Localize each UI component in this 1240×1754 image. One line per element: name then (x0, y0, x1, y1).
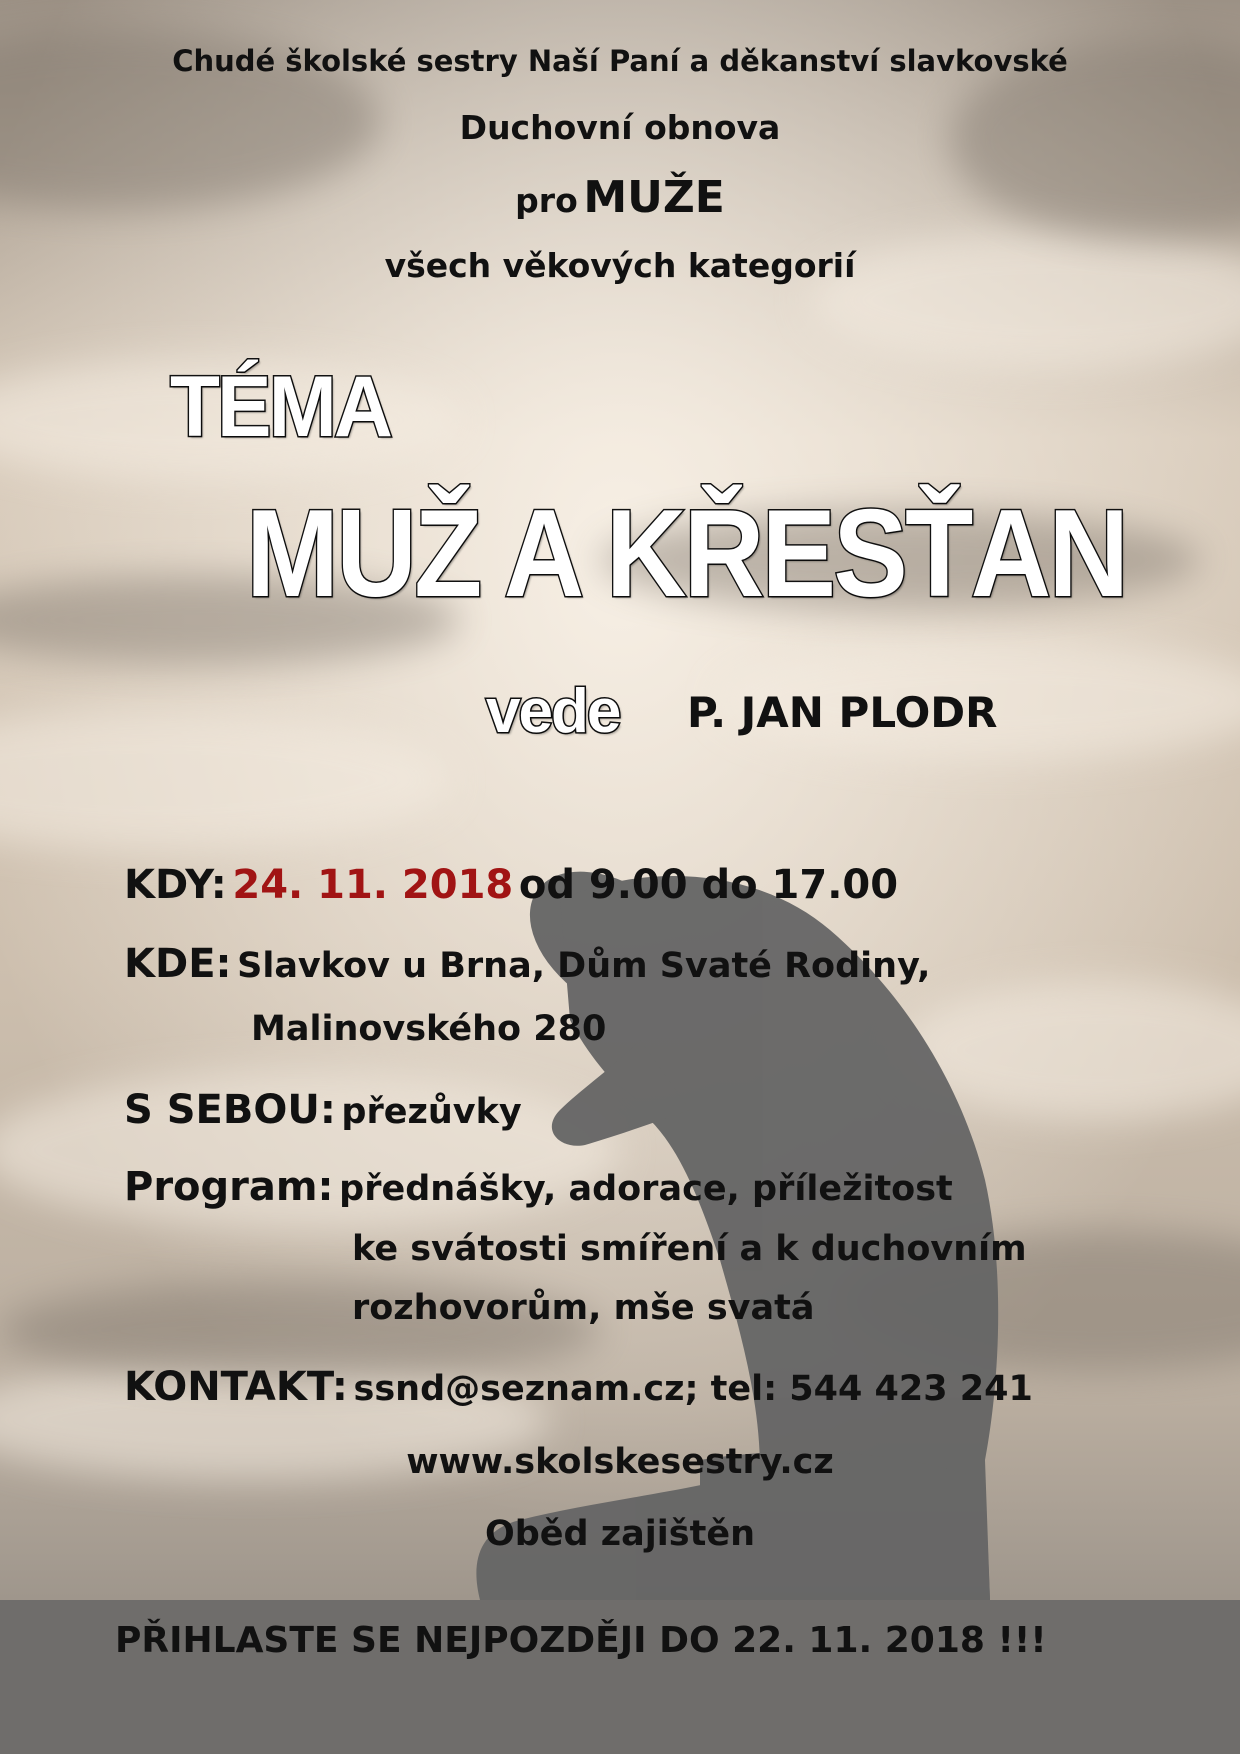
bring-label: S SEBOU: (124, 1087, 336, 1133)
theme-label: TÉMA (170, 359, 391, 455)
organizer: Chudé školské sestry Naší Paní a děkanství slavkovské (172, 44, 1068, 78)
where-label: KDE: (124, 941, 232, 987)
bring-row (124, 1087, 522, 1133)
program-label: Program: (124, 1164, 334, 1210)
contact-label: KONTAKT: (124, 1364, 348, 1410)
event-date: 24. 11. 2018 (232, 862, 514, 908)
program-line1: přednášky, adorace, příležitost (339, 1169, 953, 1209)
where-line2: Malinovského 280 (251, 1009, 607, 1049)
registration-deadline: PŘIHLASTE SE NEJPOZDĚJI DO 22. 11. 2018 !!! (115, 1620, 1047, 1661)
program-line3: rozhovorům, mše svatá (352, 1288, 815, 1328)
event-type: Duchovní obnova (459, 108, 781, 147)
program-line2: ke svátosti smíření a k duchovním (352, 1229, 1027, 1269)
when-label: KDY: (124, 862, 227, 908)
leader-label: vede (486, 677, 620, 746)
website-link[interactable]: www.skolskesestry.cz (406, 1442, 834, 1482)
event-time: od 9.00 do 17.00 (518, 862, 899, 908)
lunch-note: Oběd zajištěn (485, 1514, 755, 1554)
theme-title: MUŽ A KŘESŤAN (246, 485, 1127, 623)
contact-row (124, 1364, 1033, 1410)
audience-prefix: pro (515, 181, 578, 220)
bring-value: přezůvky (341, 1092, 522, 1132)
when-row (124, 862, 898, 908)
leader-name: P. JAN PLODR (687, 688, 998, 737)
audience: MUŽE (583, 172, 725, 223)
where-line1: Slavkov u Brna, Dům Svaté Rodiny, (237, 946, 931, 986)
audience-suffix: všech věkových kategorií (384, 246, 856, 285)
contact-value[interactable]: ssnd@seznam.cz; tel: 544 423 241 (353, 1369, 1033, 1409)
where-row (124, 941, 930, 987)
program-row (124, 1164, 953, 1210)
audience-line (0, 172, 1240, 223)
